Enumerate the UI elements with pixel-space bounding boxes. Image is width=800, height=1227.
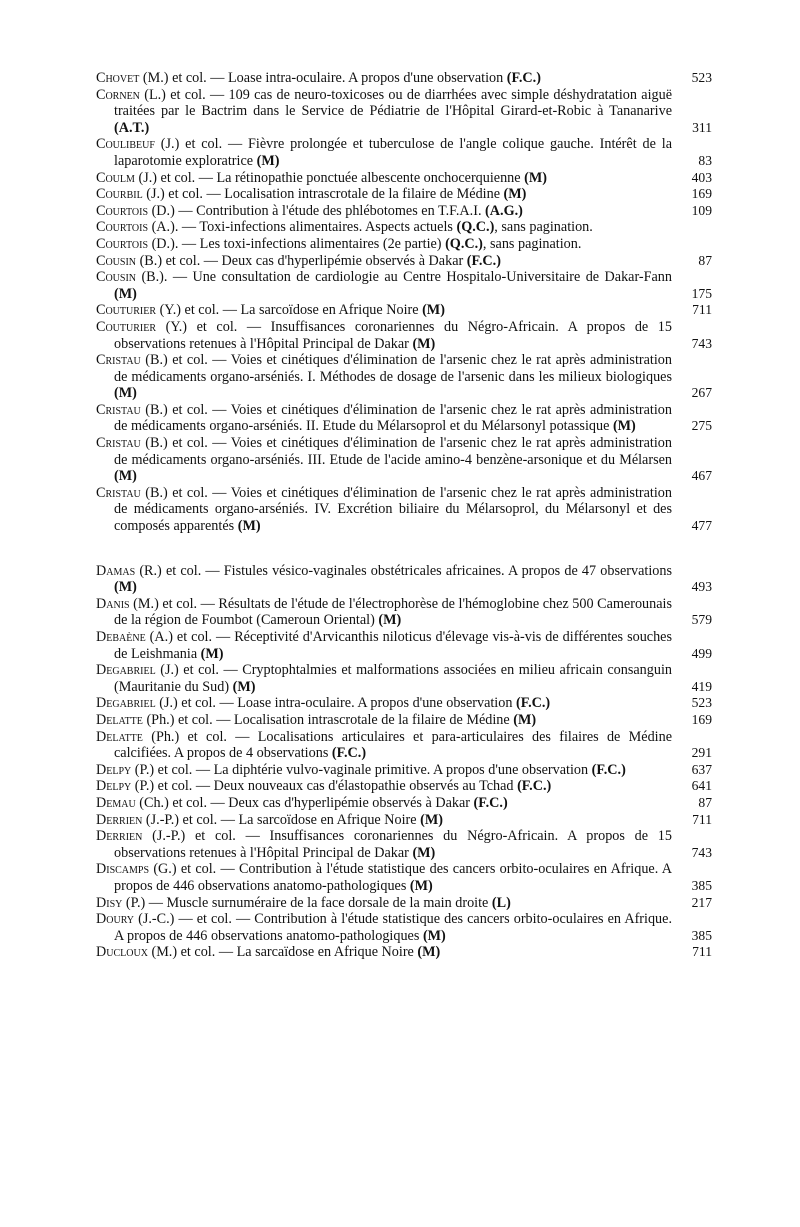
entry-title: (J.-P.) et col. — Insuffisances coronariennes du Négro-Africain. A propos de 15 observations retenues à l'Hôpital Principal de Dakar bbox=[114, 828, 672, 861]
entry-author: Degabriel bbox=[96, 695, 156, 712]
entry-title: (A.) et col. — Réceptivité d'Arvicanthis niloticus d'élevage vis-à-vis de différentes souches de Leishmania bbox=[114, 629, 672, 662]
entry-type-tag: (F.C.) bbox=[506, 70, 541, 86]
index-entry bbox=[96, 170, 716, 187]
entry-text bbox=[96, 762, 672, 779]
index-entry bbox=[96, 402, 716, 435]
index-entry bbox=[96, 236, 716, 253]
entry-author: Disy bbox=[96, 894, 123, 911]
index-entry bbox=[96, 712, 716, 729]
entry-type-tag: (M) bbox=[256, 152, 280, 169]
entry-page-number: 467 bbox=[691, 468, 712, 484]
entry-text bbox=[96, 402, 672, 435]
index-entry bbox=[96, 861, 716, 894]
entry-page-number: 267 bbox=[691, 385, 712, 401]
entry-text bbox=[96, 302, 672, 319]
entry-page-number: 83 bbox=[698, 152, 712, 168]
entry-author: Discamps bbox=[96, 861, 150, 878]
entry-title: (R.) et col. — Fistules vésico-vaginales obstétricales africaines. A propos de 47 observations bbox=[135, 562, 672, 579]
entry-page-number: 87 bbox=[698, 794, 712, 810]
entry-text bbox=[96, 695, 672, 712]
index-section-c bbox=[96, 70, 716, 535]
entry-title: (J.) et col. — Localisation intrascrotale de la filaire de Médine bbox=[142, 186, 504, 203]
entry-author: Coulm bbox=[96, 169, 135, 186]
entry-title: (J.) et col. — La rétinopathie ponctuée albescente onchocerquienne bbox=[134, 169, 525, 186]
entry-type-tag: (M) bbox=[237, 518, 261, 535]
entry-title: (B.) et col. — Voies et cinétiques d'élimination de l'arsenic chez le rat après administration de médicaments organo-arséniés. II. Etude du Mélarsoprol et du Mélarsonyl potassique bbox=[114, 401, 672, 435]
entry-type-tag: (M) bbox=[612, 418, 636, 435]
entry-page-number: 87 bbox=[698, 252, 712, 268]
entry-author: Demau bbox=[96, 794, 136, 811]
index-entry bbox=[96, 729, 716, 762]
entry-page-number: 743 bbox=[691, 335, 712, 351]
entry-text bbox=[96, 186, 672, 203]
entry-text bbox=[96, 596, 672, 629]
entry-title: (B.). — Une consultation de cardiologie au Centre Hospitalo-Universitaire de Dakar-Fann bbox=[136, 269, 672, 286]
entry-type-tag: (M) bbox=[409, 877, 433, 894]
index-entry bbox=[96, 136, 716, 169]
index-page bbox=[96, 70, 716, 961]
entry-page-number: 217 bbox=[691, 894, 712, 910]
entry-page-number: 109 bbox=[691, 202, 712, 218]
index-entry bbox=[96, 778, 716, 795]
entry-tail: , sans pagination. bbox=[482, 235, 582, 252]
entry-author: Courtois bbox=[96, 219, 149, 236]
index-entry bbox=[96, 269, 716, 302]
entry-title: (Ch.) et col. — Deux cas d'hyperlipémie observés à Dakar bbox=[135, 794, 474, 811]
entry-type-tag: (M) bbox=[422, 927, 446, 944]
index-entry bbox=[96, 203, 716, 220]
entry-text bbox=[96, 861, 672, 894]
entry-text bbox=[96, 911, 672, 944]
entry-type-tag: (M) bbox=[114, 385, 137, 402]
index-entry bbox=[96, 662, 716, 695]
entry-type-tag: (Q.C.) bbox=[456, 219, 495, 236]
entry-type-tag: (M) bbox=[422, 302, 445, 319]
entry-type-tag: (M) bbox=[503, 186, 527, 203]
entry-title: (P.) et col. — La diphtérie vulvo-vaginale primitive. A propos d'une observation bbox=[131, 761, 592, 778]
index-entry bbox=[96, 762, 716, 779]
entry-title: (P.) et col. — Deux nouveaux cas d'élastopathie observés au Tchad bbox=[131, 778, 518, 795]
entry-title: (D.). — Les toxi-infections alimentaires (2e partie) bbox=[148, 235, 446, 252]
entry-author: Cornen bbox=[96, 86, 140, 103]
entry-title: (J.) et col. — Fièvre prolongée et tuberculose de l'angle colique gauche. Intérêt de la laparotomie exploratrice bbox=[114, 136, 672, 169]
entry-author: Cristau bbox=[96, 484, 141, 501]
entry-page-number: 499 bbox=[691, 645, 712, 661]
entry-author: Ducloux bbox=[96, 944, 148, 961]
index-entry bbox=[96, 828, 716, 861]
entry-author: Coulibeuf bbox=[96, 136, 155, 153]
entry-page-number: 169 bbox=[691, 711, 712, 727]
entry-page-number: 711 bbox=[692, 944, 712, 960]
index-entry bbox=[96, 695, 716, 712]
index-entry bbox=[96, 596, 716, 629]
entry-type-tag: (M) bbox=[412, 335, 436, 352]
entry-text bbox=[96, 219, 672, 236]
entry-author: Cousin bbox=[96, 269, 137, 286]
index-entry bbox=[96, 87, 716, 137]
entry-page-number: 403 bbox=[691, 169, 712, 185]
entry-type-tag: (M) bbox=[114, 285, 137, 302]
index-entry bbox=[96, 219, 716, 236]
entry-type-tag: (M) bbox=[232, 678, 256, 695]
entry-text bbox=[96, 662, 672, 695]
entry-author: Couturier bbox=[96, 302, 157, 319]
entry-author: Delpy bbox=[96, 778, 132, 795]
entry-text bbox=[96, 236, 672, 253]
entry-title: (B.) et col. — Voies et cinétiques d'élimination de l'arsenic chez le rat après administration de médicaments organo-arséniés. IV. Excrétion biliaire du Mélarsoprol, du Mélarsonyl et des composés apparentés bbox=[114, 484, 672, 535]
entry-type-tag: (F.C.) bbox=[516, 695, 551, 712]
index-entry bbox=[96, 352, 716, 402]
entry-page-number: 637 bbox=[691, 761, 712, 777]
index-entry bbox=[96, 911, 716, 944]
entry-title: (A.). — Toxi-infections alimentaires. Aspects actuels bbox=[148, 219, 457, 236]
entry-text bbox=[96, 435, 672, 485]
entry-type-tag: (M) bbox=[200, 645, 224, 662]
section-gap bbox=[96, 535, 716, 563]
entry-page-number: 493 bbox=[691, 579, 712, 595]
entry-text bbox=[96, 136, 672, 169]
entry-title: (G.) et col. — Contribution à l'étude statistique des cancers orbito-oculaires en Afrique. A propos de 446 observations anatomo-pathologiques bbox=[114, 861, 672, 894]
entry-title: (Y.) et col. — La sarcoïdose en Afrique Noire bbox=[156, 302, 423, 319]
entry-author: Courtois bbox=[96, 202, 149, 219]
entry-author: Courbil bbox=[96, 186, 143, 203]
index-entry bbox=[96, 186, 716, 203]
entry-author: Chovet bbox=[96, 70, 140, 86]
index-entry bbox=[96, 563, 716, 596]
index-entry bbox=[96, 895, 716, 912]
entry-text bbox=[96, 729, 672, 762]
entry-page-number: 743 bbox=[691, 844, 712, 860]
entry-author: Derrien bbox=[96, 828, 143, 845]
entry-page-number: 175 bbox=[691, 285, 712, 301]
entry-title: (J.-C.) — et col. — Contribution à l'étude statistique des cancers orbito-oculaires en Afrique. A propos de 446 observations anatomo-pathologiques bbox=[114, 911, 672, 944]
entry-title: (M.) et col. — La sarcaïdose en Afrique Noire bbox=[147, 944, 418, 961]
entry-title: (M.) et col. — Loase intra-oculaire. A propos d'une observation bbox=[139, 70, 507, 86]
entry-author: Debaène bbox=[96, 629, 146, 645]
entry-type-tag: (M) bbox=[114, 468, 137, 485]
entry-type-tag: (F.C.) bbox=[591, 761, 626, 778]
entry-text bbox=[96, 778, 672, 795]
entry-type-tag: (Q.C.) bbox=[445, 235, 483, 252]
entry-author: Damas bbox=[96, 562, 136, 579]
entry-type-tag: (F.C.) bbox=[331, 745, 367, 762]
entry-title: (Y.) et col. — Insuffisances coronariennes du Négro-Africain. A propos de 15 observations retenues à l'Hôpital Principal de Dakar bbox=[114, 318, 672, 352]
entry-text bbox=[96, 563, 672, 596]
entry-type-tag: (M) bbox=[114, 579, 137, 596]
entry-title: (B.) et col. — Voies et cinétiques d'élimination de l'arsenic chez le rat après administration de médicaments organo-arséniés. III. Etude de l'acide amino-4 benzène-arsonique et du Mélarsen bbox=[114, 435, 672, 468]
entry-author: Delatte bbox=[96, 711, 143, 728]
entry-type-tag: (M) bbox=[420, 811, 443, 828]
index-entry bbox=[96, 629, 716, 662]
entry-type-tag: (M) bbox=[417, 944, 441, 961]
entry-type-tag: (F.C.) bbox=[517, 778, 552, 795]
entry-author: Delatte bbox=[96, 728, 143, 745]
entry-text bbox=[96, 812, 672, 829]
entry-text bbox=[96, 828, 672, 861]
entry-author: Danis bbox=[96, 595, 130, 612]
entry-text bbox=[96, 203, 672, 220]
index-entry bbox=[96, 435, 716, 485]
entry-author: Degabriel bbox=[96, 662, 156, 679]
entry-page-number: 311 bbox=[692, 119, 712, 135]
entry-author: Courtois bbox=[96, 235, 149, 252]
entry-title: (M.) et col. — Résultats de l'étude de l'électrophorèse de l'hémoglobine chez 500 Camerounais de la région de Foumbot (Cameroun Oriental) bbox=[114, 595, 672, 629]
entry-page-number: 275 bbox=[691, 418, 712, 434]
entry-title: (J.) et col. — Loase intra-oculaire. A propos d'une observation bbox=[155, 695, 516, 712]
entry-text bbox=[96, 253, 672, 270]
entry-page-number: 477 bbox=[691, 518, 712, 534]
entry-author: Derrien bbox=[96, 811, 143, 828]
index-section-d bbox=[96, 563, 716, 961]
entry-page-number: 291 bbox=[691, 745, 712, 761]
entry-text bbox=[96, 944, 672, 961]
index-entry bbox=[96, 944, 716, 961]
index-entry bbox=[96, 319, 716, 352]
entry-page-number: 641 bbox=[691, 778, 712, 794]
entry-author: Doury bbox=[96, 911, 135, 928]
entry-type-tag: (M) bbox=[513, 711, 537, 728]
entry-text bbox=[96, 170, 672, 187]
entry-text bbox=[96, 269, 672, 302]
entry-title: (D.) — Contribution à l'étude des phlébotomes en T.F.A.I. bbox=[148, 202, 486, 219]
entry-type-tag: (F.C.) bbox=[466, 252, 501, 269]
entry-type-tag: (M) bbox=[378, 612, 402, 629]
entry-text bbox=[96, 895, 672, 912]
entry-text bbox=[96, 795, 672, 812]
entry-tail: , sans pagination. bbox=[494, 219, 593, 236]
entry-author: Cristau bbox=[96, 352, 141, 369]
entry-page-number: 385 bbox=[691, 927, 712, 943]
entry-text bbox=[96, 70, 672, 87]
entry-page-number: 711 bbox=[692, 302, 712, 318]
entry-author: Cousin bbox=[96, 252, 137, 269]
entry-author: Cristau bbox=[96, 401, 141, 418]
entry-type-tag: (M) bbox=[524, 169, 547, 186]
entry-type-tag: (L) bbox=[491, 894, 511, 911]
index-entry bbox=[96, 302, 716, 319]
entry-page-number: 523 bbox=[691, 695, 712, 711]
entry-text bbox=[96, 87, 672, 137]
entry-title: (P.) — Muscle surnuméraire de la face dorsale de la main droite bbox=[122, 894, 492, 911]
entry-page-number: 419 bbox=[691, 678, 712, 694]
entry-title: (Ph.) et col. — Localisations articulaires et para-articulaires des filaires de Médine calcifiées. A propos de 4 observations bbox=[114, 728, 672, 762]
entry-author: Couturier bbox=[96, 318, 157, 335]
entry-type-tag: (M) bbox=[412, 844, 436, 861]
entry-title: (Ph.) et col. — Localisation intrascrotale de la filaire de Médine bbox=[142, 711, 514, 728]
entry-type-tag: (A.T.) bbox=[114, 119, 150, 136]
entry-author: Cristau bbox=[96, 435, 141, 452]
entry-text bbox=[96, 319, 672, 352]
entry-text bbox=[96, 629, 672, 662]
entry-title: (L.) et col. — 109 cas de neuro-toxicoses ou de diarrhées avec simple déshydratation aiguë traitées par le Bactrim dans le Service de Pédiatrie de l'Hôpital Girard-et-Robic à Tananarive bbox=[114, 86, 672, 120]
entry-text bbox=[96, 352, 672, 402]
entry-title: (J.-P.) et col. — La sarcoïdose en Afrique Noire bbox=[142, 811, 421, 828]
entry-author: Delpy bbox=[96, 761, 132, 778]
entry-page-number: 579 bbox=[691, 612, 712, 628]
entry-page-number: 523 bbox=[691, 70, 712, 85]
index-entry bbox=[96, 485, 716, 535]
entry-type-tag: (F.C.) bbox=[473, 794, 508, 811]
index-entry bbox=[96, 812, 716, 829]
index-entry bbox=[96, 795, 716, 812]
entry-type-tag: (A.G.) bbox=[485, 202, 523, 219]
entry-page-number: 169 bbox=[691, 186, 712, 202]
index-entry bbox=[96, 70, 716, 87]
entry-text bbox=[96, 712, 672, 729]
entry-text bbox=[96, 485, 672, 535]
entry-page-number: 711 bbox=[692, 811, 712, 827]
entry-title: (B.) et col. — Voies et cinétiques d'élimination de l'arsenic chez le rat après administration de médicaments organo-arséniés. I. Méthodes de dosage de l'arsenic dans les milieux biologiques bbox=[114, 352, 672, 385]
entry-title: (B.) et col. — Deux cas d'hyperlipémie observés à Dakar bbox=[136, 252, 467, 269]
index-entry bbox=[96, 253, 716, 270]
entry-title: (J.) et col. — Cryptophtalmies et malformations associées en milieu africain consanguin (Mauritanie du Sud) bbox=[114, 662, 672, 695]
entry-page-number: 385 bbox=[691, 877, 712, 893]
